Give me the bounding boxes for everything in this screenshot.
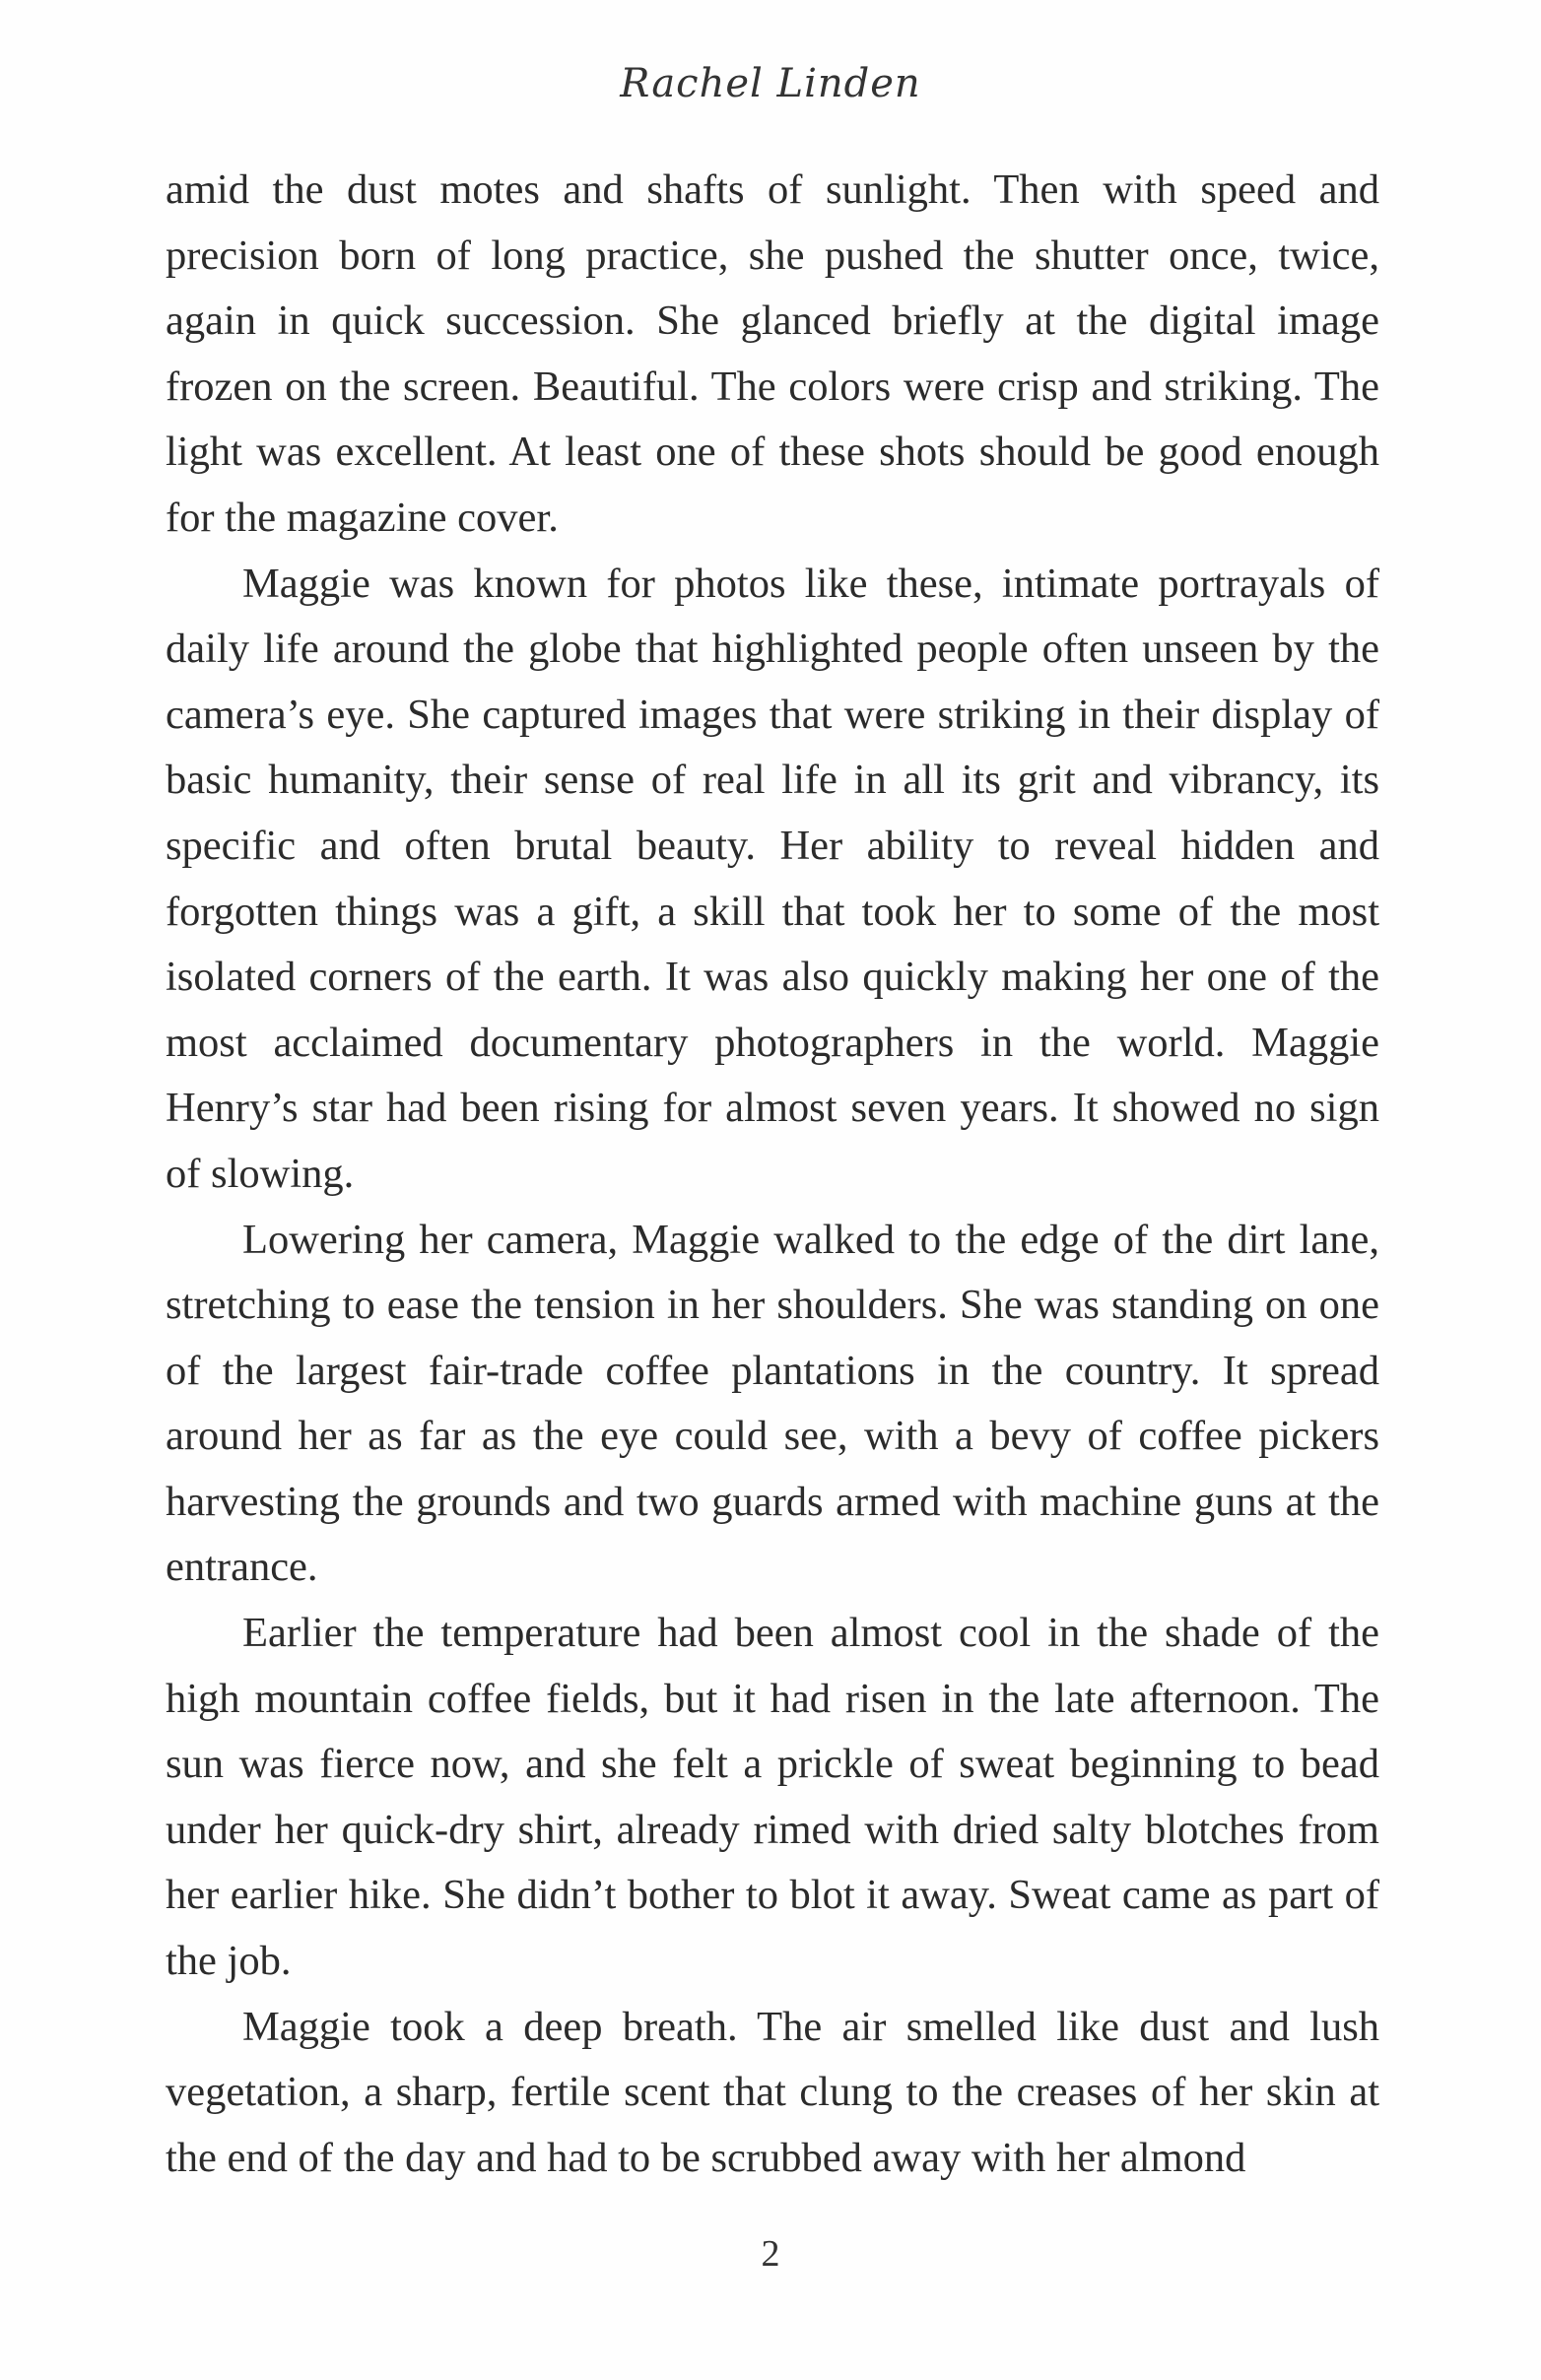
paragraph: Lowering her camera, Maggie walked to the edge of the dirt lane, stretching to ease the tension in her shoulders. She was standing on one of the largest fair-trade coffee plantations in the country. It spread around her as far as the eye could see, with a bevy of coffee pickers harvesting the grounds and two guards armed with machine guns at the entrance. bbox=[166, 1216, 1379, 1591]
paragraph: Maggie was known for photos like these, intimate portrayals of daily life around the globe that highlighted people often unseen by the camera’s eye. She captured images that were striking in their display of basic humanity, their sense of real life in all its grit and vibrancy, its specific and often brutal beauty. Her ability to reveal hidden and forgotten things was a gift, a skill that took her to some of the most isolated corners of the earth. It was also quickly making her one of the most acclaimed documentary photographers in the world. Maggie Henry’s star had been rising for almost seven years. It showed no sign of slowing. bbox=[166, 560, 1379, 1197]
paragraph: Earlier the temperature had been almost cool in the shade of the high mountain coffee fields, but it had risen in the late afternoon. The sun was fierce now, and she felt a prickle of sweat beginning to bead under her quick-dry shirt, already rimed with dried salty blotches from her earlier hike. She didn’t bother to blot it away. Sweat came as part of the job. bbox=[166, 1610, 1379, 1985]
paragraph: amid the dust motes and shafts of sunlight. Then with speed and precision born of long practice, she pushed the shutter once, twice, again in quick succession. She glanced briefly at the digital image frozen on the screen. Beautiful. The colors were crisp and striking. The light was excellent. At least one of these shots should be good enough for the magazine cover. bbox=[166, 166, 1379, 541]
body-text bbox=[166, 158, 1379, 2191]
page-number: 2 bbox=[761, 2233, 780, 2275]
paragraph: Maggie took a deep breath. The air smelled like dust and lush vegetation, a sharp, fertile scent that clung to the creases of her skin at the end of the day and had to be scrubbed away with her almond bbox=[166, 2003, 1379, 2181]
running-head: Rachel Linden bbox=[620, 61, 921, 106]
